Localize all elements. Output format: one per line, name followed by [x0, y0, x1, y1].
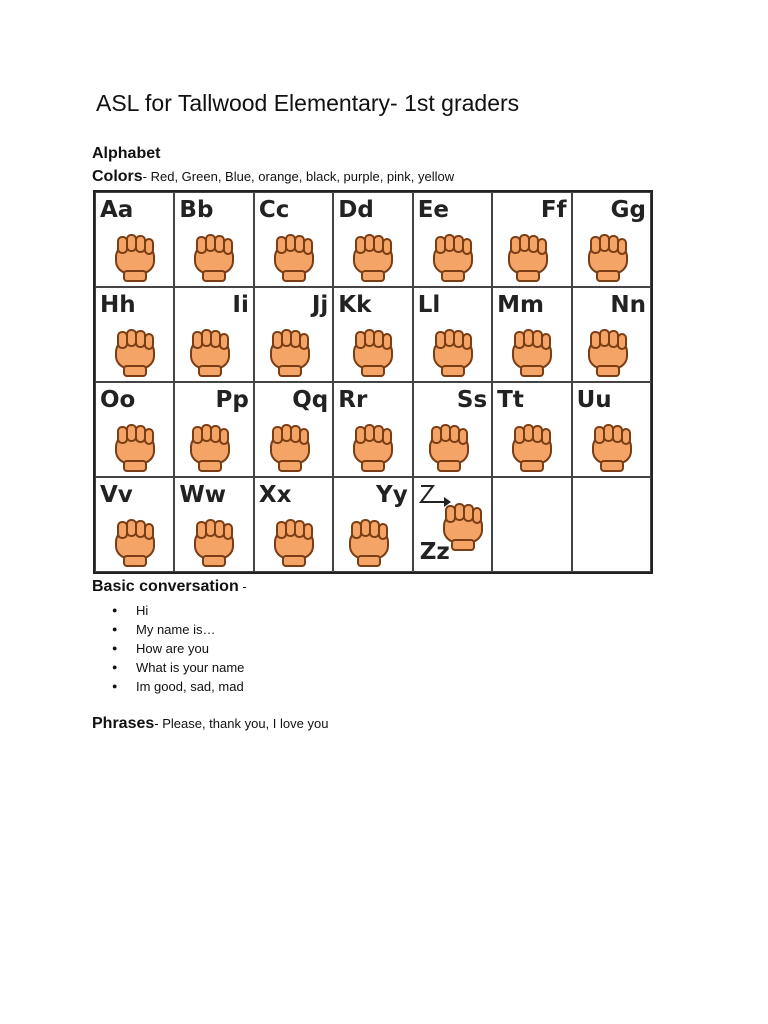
hand-sign-icon — [108, 322, 164, 378]
letter-cell — [413, 287, 492, 382]
letter-cell — [333, 192, 412, 287]
letter-cell — [492, 287, 571, 382]
hand-sign-icon — [422, 417, 478, 473]
hand-sign-icon — [581, 227, 637, 283]
letter-cell — [95, 287, 174, 382]
hand-sign-icon — [346, 322, 402, 378]
hand-sign-icon — [187, 512, 243, 568]
letter-label: Ff — [540, 197, 567, 223]
hand-sign-icon — [263, 417, 319, 473]
empty-cell — [572, 477, 651, 572]
hand-sign-icon — [505, 322, 561, 378]
letter-label: Nn — [610, 292, 646, 318]
hand-sign-icon — [585, 417, 641, 473]
letter-cell — [254, 192, 333, 287]
hand-sign-icon — [183, 417, 239, 473]
letter-cell — [95, 382, 174, 477]
letter-label: Yy — [376, 482, 408, 508]
letter-label: Ss — [456, 387, 488, 413]
letter-cell — [413, 477, 492, 572]
letter-cell — [254, 477, 333, 572]
phrases-list: - Please, thank you, I love you — [154, 716, 329, 731]
letter-label: Aa — [100, 197, 134, 223]
letter-cell — [174, 477, 253, 572]
hand-sign-icon — [108, 227, 164, 283]
letter-cell — [572, 192, 651, 287]
letter-label: Oo — [100, 387, 136, 413]
hand-sign-icon — [346, 417, 402, 473]
hand-sign-icon — [342, 512, 398, 568]
letter-cell — [492, 382, 571, 477]
letter-cell — [254, 382, 333, 477]
letter-cell — [572, 382, 651, 477]
letter-cell — [174, 382, 253, 477]
letter-cell — [95, 477, 174, 572]
letter-label: Rr — [338, 387, 368, 413]
hand-sign-icon — [436, 496, 492, 552]
list-item: ● How are you — [112, 639, 244, 658]
hand-sign-icon — [183, 322, 239, 378]
letter-cell — [413, 382, 492, 477]
letter-label: Cc — [258, 197, 290, 223]
letter-label: Uu — [576, 387, 612, 413]
colors-label: Colors — [92, 168, 143, 185]
asl-alphabet-chart — [93, 190, 653, 574]
phrases-label: Phrases — [92, 715, 155, 732]
hand-sign-icon — [581, 322, 637, 378]
conversation-list — [112, 601, 244, 696]
letter-label: Qq — [292, 387, 329, 413]
letter-label: Gg — [610, 197, 646, 223]
letter-cell — [333, 382, 412, 477]
letter-label: Ll — [417, 292, 441, 318]
hand-sign-icon — [346, 227, 402, 283]
letter-label: Ww — [179, 482, 227, 508]
letter-cell — [413, 192, 492, 287]
letter-label: Xx — [258, 482, 292, 508]
letter-label: Ee — [417, 197, 450, 223]
basic-conversation-heading — [92, 578, 247, 596]
letter-label: Zz — [419, 539, 450, 565]
hand-sign-icon — [108, 512, 164, 568]
hand-sign-icon — [267, 512, 323, 568]
letter-cell — [333, 287, 412, 382]
hand-sign-icon — [501, 227, 557, 283]
list-item: ● Im good, sad, mad — [112, 677, 244, 696]
alphabet-heading: Alphabet — [92, 145, 161, 162]
letter-label: Kk — [338, 292, 372, 318]
colors-list: - Red, Green, Blue, orange, black, purple, pink, yellow — [142, 169, 455, 184]
letter-cell — [333, 477, 412, 572]
hand-sign-icon — [187, 227, 243, 283]
letter-label: Dd — [338, 197, 374, 223]
letter-label: Bb — [179, 197, 214, 223]
letter-label: Hh — [100, 292, 136, 318]
letter-cell — [492, 192, 571, 287]
list-item: ● What is your name — [112, 658, 244, 677]
hand-sign-icon — [263, 322, 319, 378]
empty-cell — [492, 477, 571, 572]
letter-cell — [174, 192, 253, 287]
page-title: ASL for Tallwood Elementary- 1st graders — [96, 90, 520, 116]
list-item: ● Hi — [112, 601, 244, 620]
phrases-line — [92, 715, 328, 733]
letter-cell — [254, 287, 333, 382]
letter-label: Mm — [497, 292, 544, 318]
hand-sign-icon — [267, 227, 323, 283]
letter-label: Tt — [497, 387, 524, 413]
letter-label: Pp — [215, 387, 249, 413]
list-item: ● My name is… — [112, 620, 244, 639]
letter-label: Jj — [311, 292, 329, 318]
letter-cell — [95, 192, 174, 287]
hand-sign-icon — [505, 417, 561, 473]
conversation-suffix: - — [238, 579, 247, 594]
hand-sign-icon — [426, 227, 482, 283]
letter-cell — [572, 287, 651, 382]
letter-label: Ii — [232, 292, 249, 318]
colors-line — [92, 168, 454, 186]
conversation-label: Basic conversation — [92, 578, 239, 595]
hand-sign-icon — [108, 417, 164, 473]
letter-label: Vv — [100, 482, 133, 508]
letter-cell — [174, 287, 253, 382]
hand-sign-icon — [426, 322, 482, 378]
